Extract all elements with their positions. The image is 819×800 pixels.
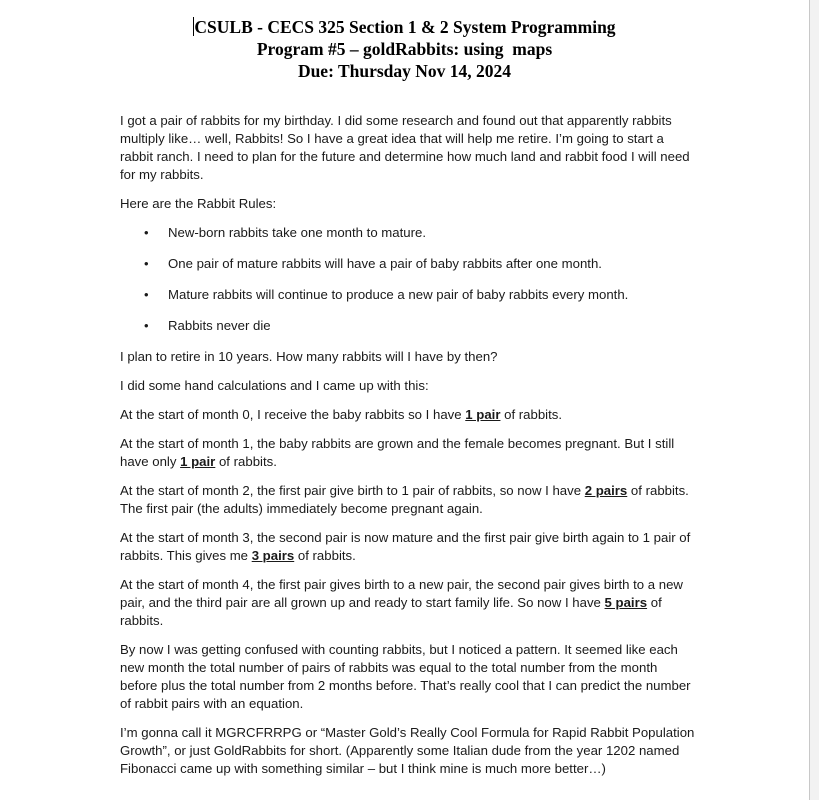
month-paragraph-1: [120, 435, 695, 471]
month-paragraph-4: [120, 576, 695, 630]
title-line-1: [0, 16, 809, 38]
title-line-3: Due: Thursday Nov 14, 2024: [297, 61, 512, 81]
month-text: of rabbits.: [215, 454, 277, 469]
rule-text: New-born rabbits take one month to mature.: [168, 225, 427, 240]
month-text: At the start of month 2, the first pair give birth to 1 pair of rabbits, so now I have: [120, 483, 585, 498]
document-title: [0, 16, 809, 82]
rule-text: Rabbits never die: [168, 318, 271, 333]
rules-list: [120, 224, 695, 335]
month-text: At the start of month 0, I receive the baby rabbits so I have: [120, 407, 466, 422]
month-text: of rabbits.: [120, 595, 662, 628]
rule-item: [120, 286, 695, 304]
pattern-paragraph: By now I was getting confused with counting rabbits, but I noticed a pattern. It seemed like each new month the total number of pairs of rabbits was equal to the total number from the month before plus the total number from 2 months before. That’s really cool that I can predict the number of rabbit pairs with an equation.: [120, 642, 691, 711]
window-gutter: [810, 0, 819, 800]
month-text: At the start of month 3, the second pair is now mature and the first pair give birth again to 1 pair of rabbits. This gives me: [120, 530, 691, 563]
calc-intro: I did some hand calculations and I came up with this:: [120, 378, 429, 393]
month-text: of rabbits.: [294, 548, 356, 563]
month-text: of rabbits.: [500, 407, 563, 422]
bullet-icon: •: [144, 287, 149, 302]
month-paragraph-0: [120, 406, 695, 424]
month-text: of rabbits. The first pair (the adults) immediately become pregnant again.: [120, 483, 689, 516]
intro-paragraph: I got a pair of rabbits for my birthday. I did some research and found out that apparently rabbits multiply like… well, Rabbits! So I have a great idea that will help me retire. I’m going to start a rabbit ranch. I need to plan for the future and determine how much land and rabbit food I will need for my rabbits.: [120, 113, 690, 182]
pair-count: 1 pair: [465, 407, 501, 422]
rule-item: [120, 224, 695, 242]
title-line-2: Program #5 – goldRabbits: using maps: [256, 39, 553, 59]
rule-item: [120, 317, 695, 335]
pair-count: 5 pairs: [604, 595, 648, 610]
retire-question: I plan to retire in 10 years. How many rabbits will I have by then?: [120, 349, 498, 364]
month-text: At the start of month 1, the baby rabbits are grown and the female becomes pregnant. But I still have only: [120, 436, 675, 469]
document-body: [120, 112, 695, 789]
bullet-icon: •: [144, 225, 149, 240]
bullet-icon: •: [144, 318, 149, 333]
pair-count: 2 pairs: [584, 483, 628, 498]
rule-text: Mature rabbits will continue to produce a new pair of baby rabbits every month.: [168, 287, 629, 302]
bullet-icon: •: [144, 256, 149, 271]
month-text: At the start of month 4, the first pair gives birth to a new pair, the second pair gives birth to a new pair, and the third pair are all grown up and ready to start family life. So now I have: [120, 577, 683, 610]
month-paragraph-2: [120, 482, 695, 518]
rule-text: One pair of mature rabbits will have a pair of baby rabbits after one month.: [168, 256, 602, 271]
rules-heading: Here are the Rabbit Rules:: [120, 196, 277, 211]
pair-count: 3 pairs: [251, 548, 295, 563]
month-paragraph-3: [120, 529, 695, 565]
naming-paragraph: I’m gonna call it MGRCFRRPG or “Master Gold’s Really Cool Formula for Rapid Rabbit Population Growth”, or just GoldRabbits for short. (Apparently some Italian dude from the year 1202 named Fibonacci came up with something similar – but I think mine is much more better…): [120, 725, 695, 776]
pair-count: 1 pair: [180, 454, 216, 469]
rule-item: [120, 255, 695, 273]
title-text-1: CSULB - CECS 325 Section 1 & 2 System Programming: [194, 17, 616, 37]
